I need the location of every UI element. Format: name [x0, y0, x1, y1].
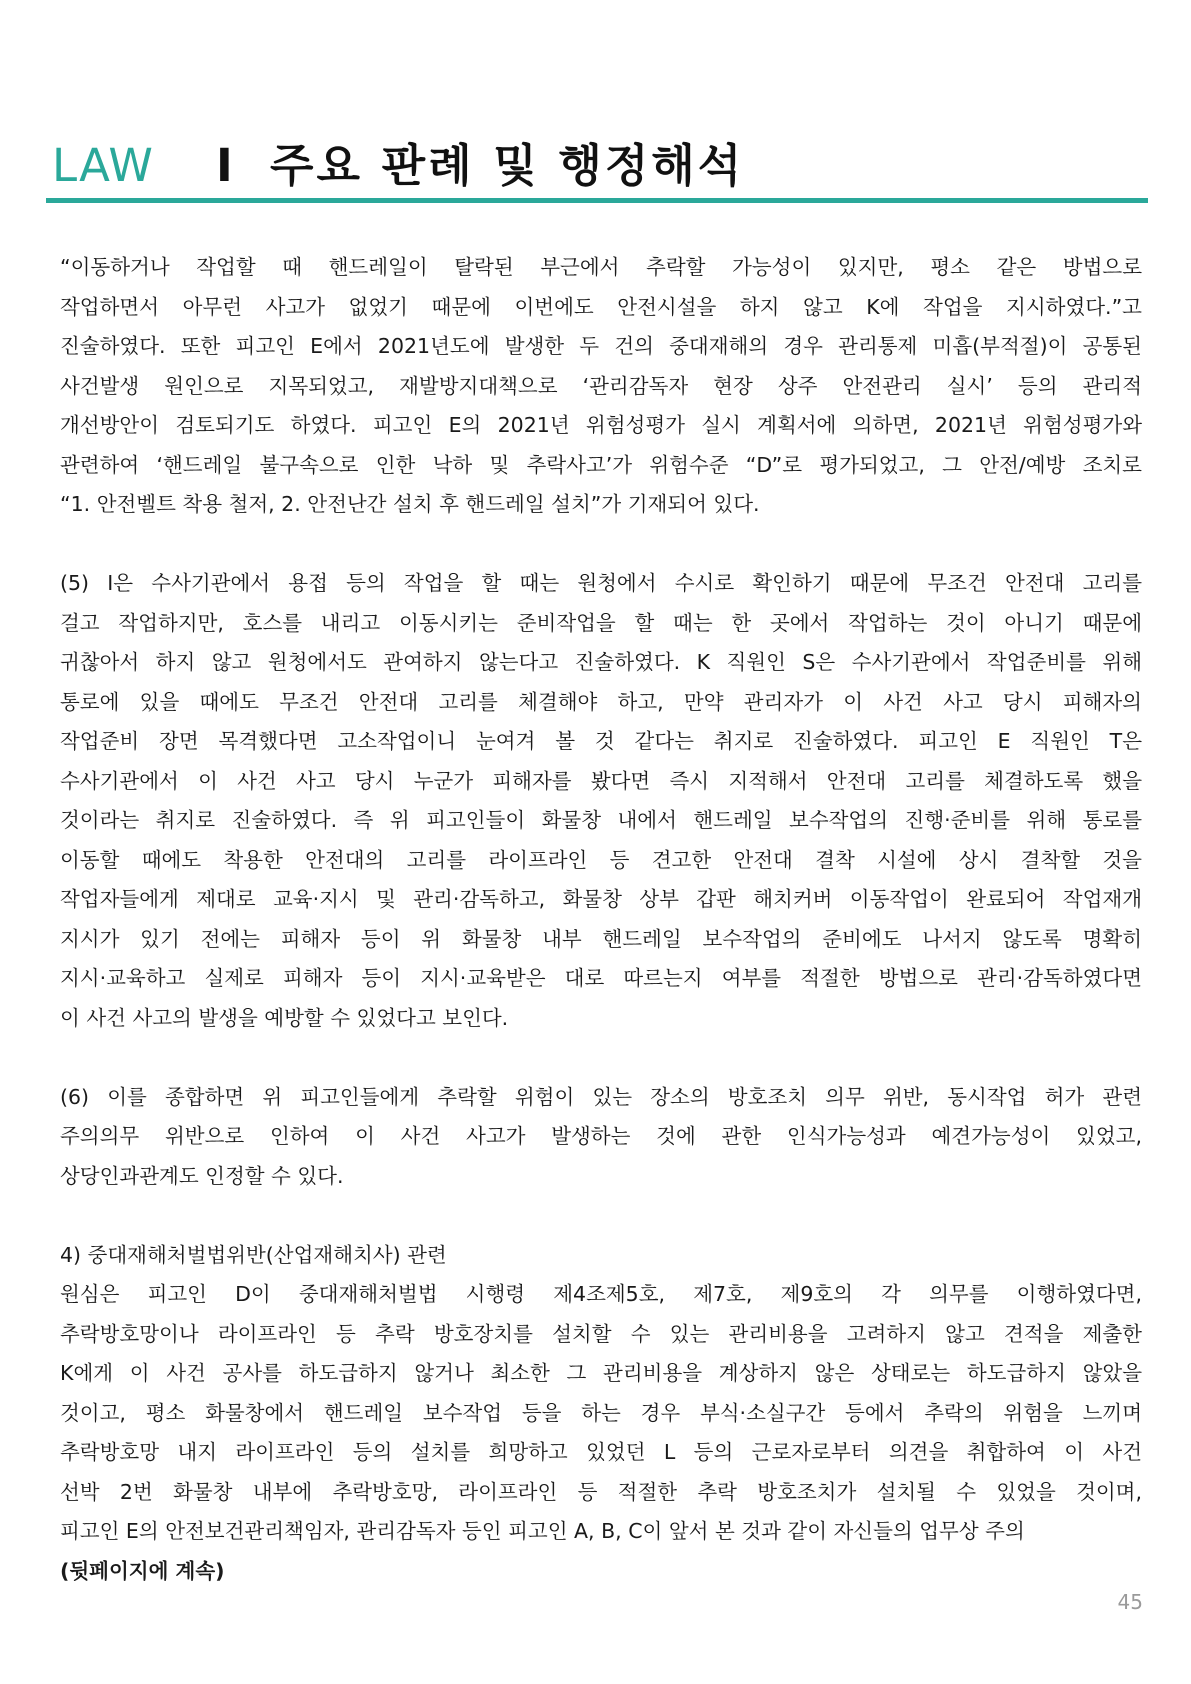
body-line: 관련하여 ‘핸드레일 불구속으로 인한 낙하 및 추락사고’가 위험수준 “D”로 평가되었고, 그 안전/예방 조치로 — [60, 452, 1142, 477]
body-line: 수사기관에서 이 사건 사고 당시 누군가 피해자를 봤다면 즉시 지적해서 안전대 고리를 체결하도록 했을 — [60, 768, 1142, 793]
body-line: 작업자들에게 제대로 교육·지시 및 관리·감독하고, 화물창 상부 갑판 해치커버 이동작업이 완료되어 작업재개 — [60, 887, 1142, 911]
body-line: 통로에 있을 때에도 무조건 안전대 고리를 체결해야 하고, 만약 관리자가 이 사건 사고 당시 피해자의 — [60, 689, 1142, 714]
body-line: 추락방호망 내지 라이프라인 등의 설치를 희망하고 있었던 L 등의 근로자로부터 의견을 취합하여 이 사건 — [60, 1440, 1142, 1464]
paragraph-gap — [60, 1038, 1142, 1078]
body-line: 추락방호망이나 라이프라인 등 추락 방호장치를 설치할 수 있는 관리비용을 고려하지 않고 견적을 제출한 — [60, 1321, 1142, 1346]
body-line: 원심은 피고인 D이 중대재해처벌법 시행령 제4조제5호, 제7호, 제9호의 각 의무를 이행하였다면, — [60, 1282, 1142, 1306]
body-line: 이 사건 사고의 발생을 예방할 수 있었다고 보인다. — [60, 1005, 509, 1030]
body-line: 개선방안이 검토되기도 하였다. 피고인 E의 2021년 위험성평가 실시 계획서에 의하면, 2021년 위험성평가와 — [60, 413, 1142, 437]
page-header — [48, 128, 1148, 202]
body-line: “1. 안전벨트 착용 철저, 2. 안전난간 설치 후 핸드레일 설치”가 기재되어 있다. — [60, 492, 760, 516]
body-line: K에게 이 사건 공사를 하도급하지 않거나 최소한 그 관리비용을 계상하지 않은 상태로는 하도급하지 않았을 — [60, 1361, 1142, 1385]
body-line: 것이라는 취지로 진술하였다. 즉 위 피고인들이 화물창 내에서 핸드레일 보수작업의 진행·준비를 위해 통로를 — [60, 808, 1142, 832]
body-line: (5) I은 수사기관에서 용접 등의 작업을 할 때는 원청에서 수시로 확인하기 때문에 무조건 안전대 고리를 — [60, 571, 1142, 595]
body-line: 것이고, 평소 화물창에서 핸드레일 보수작업 등을 하는 경우 부식·소실구간 등에서 추락의 위험을 느끼며 — [60, 1400, 1142, 1425]
body-line: 작업하면서 아무런 사고가 없었기 때문에 이번에도 안전시설을 하지 않고 K에 작업을 지시하였다.”고 — [60, 294, 1142, 319]
body-line: 이동할 때에도 착용한 안전대의 고리를 라이프라인 등 견고한 안전대 결착 시설에 상시 결착할 것을 — [60, 847, 1142, 872]
body-line: 지시·교육하고 실제로 피해자 등이 지시·교육받은 대로 따르는지 여부를 적절한 방법으로 관리·감독하였다면 — [60, 966, 1142, 990]
paragraph-gap — [60, 525, 1142, 565]
body-line: “이동하거나 작업할 때 핸드레일이 탈락된 부근에서 추락할 가능성이 있지만, 평소 같은 방법으로 — [60, 255, 1142, 279]
body-line: 귀찮아서 하지 않고 원청에서도 관여하지 않는다고 진술하였다. K 직원인 S은 수사기관에서 작업준비를 위해 — [60, 650, 1142, 674]
body-line: 피고인 E의 안전보건관리책임자, 관리감독자 등인 피고인 A, B, C이 앞서 본 것과 같이 자신들의 업무상 주의 — [60, 1519, 1025, 1543]
continuation-note: (뒷페이지에 계속) — [60, 1558, 225, 1583]
header-divider — [46, 198, 1148, 203]
body-line: 상당인과관계도 인정할 수 있다. — [60, 1163, 344, 1188]
paragraph-gap — [60, 1196, 1142, 1236]
body-line: 4) 중대재해처벌법위반(산업재해치사) 관련 — [60, 1242, 447, 1267]
body-line: 선박 2번 화물창 내부에 추락방호망, 라이프라인 등 적절한 추락 방호조치가 설치될 수 있었을 것이며, — [60, 1479, 1142, 1504]
body-line: (6) 이를 종합하면 위 피고인들에게 추락할 위험이 있는 장소의 방호조치 의무 위반, 동시작업 허가 관련 — [60, 1084, 1142, 1109]
body-line: 진술하였다. 또한 피고인 E에서 2021년도에 발생한 두 건의 중대재해의 경우 관리통제 미흡(부적절)이 공통된 — [60, 334, 1142, 358]
page-title: 주요 판례 및 행정해석 — [270, 139, 745, 192]
body-line: 지시가 있기 전에는 피해자 등이 위 화물창 내부 핸드레일 보수작업의 준비에도 나서지 않도록 명확히 — [60, 926, 1142, 951]
body-line: 작업준비 장면 목격했다면 고소작업이니 눈여겨 볼 것 같다는 취지로 진술하였다. 피고인 E 직원인 T은 — [60, 729, 1142, 753]
body-line: 주의의무 위반으로 인하여 이 사건 사고가 발생하는 것에 관한 인식가능성과 예견가능성이 있었고, — [60, 1124, 1142, 1148]
body-line: 걸고 작업하지만, 호스를 내리고 이동시키는 준비작업을 할 때는 한 곳에서 작업하는 것이 아니기 때문에 — [60, 610, 1142, 635]
section-label: LAW — [52, 139, 154, 192]
body-line: 사건발생 원인으로 지목되었고, 재발방지대책으로 ‘관리감독자 현장 상주 안전관리 실시’ 등의 관리적 — [60, 373, 1142, 398]
body-text — [60, 248, 1142, 1591]
page-number: 45 — [1117, 1590, 1143, 1614]
header-separator: I — [216, 139, 233, 192]
